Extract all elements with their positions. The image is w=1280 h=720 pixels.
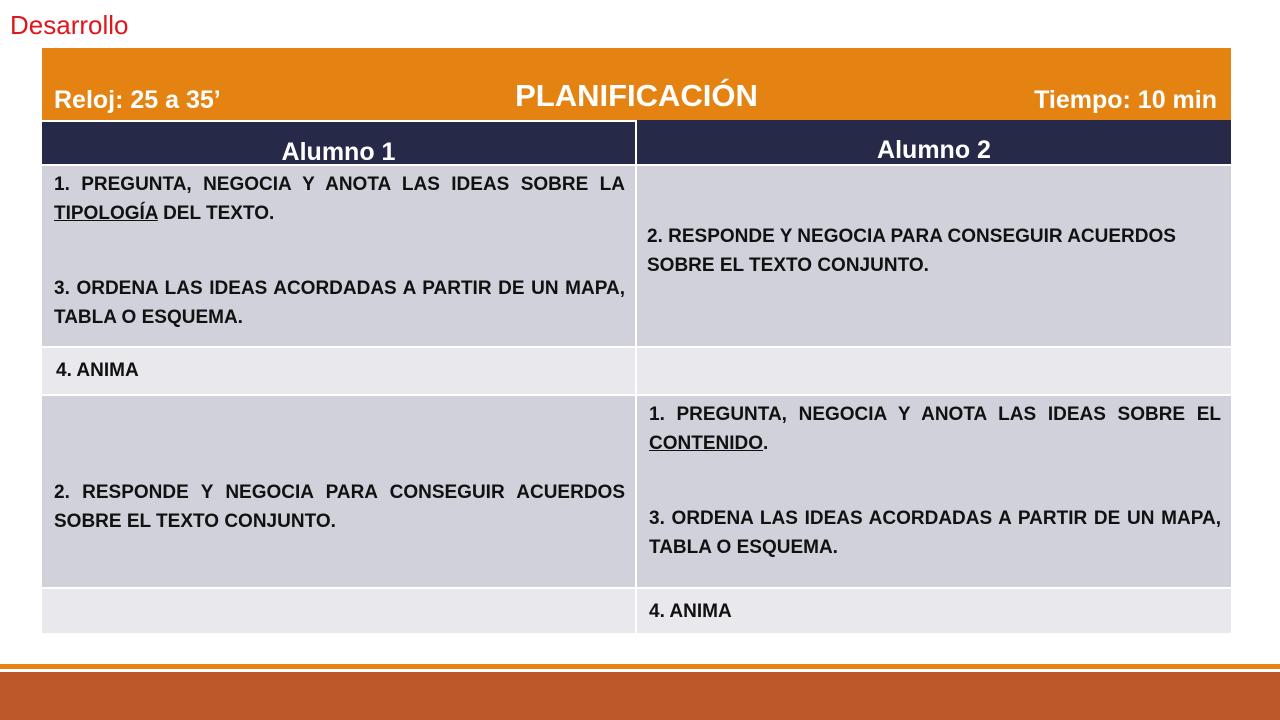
task-text: DEL TEXTO. bbox=[157, 203, 275, 224]
slide-title: Desarrollo bbox=[10, 10, 129, 40]
task-text: . bbox=[763, 433, 769, 454]
header-band bbox=[42, 48, 1231, 120]
column-header-alumno-1: Alumno 1 bbox=[42, 120, 637, 166]
table-cell bbox=[42, 166, 637, 348]
task-keyword: CONTENIDO bbox=[649, 433, 763, 454]
task-item bbox=[54, 170, 625, 228]
task-item bbox=[649, 400, 1221, 458]
table-cell: 4. ANIMA bbox=[637, 589, 1231, 635]
table-row bbox=[42, 166, 1231, 348]
table-cell bbox=[42, 396, 637, 589]
table-cell bbox=[42, 589, 637, 635]
task-text: 1. PREGUNTA, NEGOCIA Y ANOTA LAS IDEAS SOBRE EL bbox=[649, 404, 1221, 425]
table-cell: 4. ANIMA bbox=[42, 348, 637, 396]
clock-label: Reloj: 25 a 35’ bbox=[54, 86, 221, 114]
table-cell bbox=[637, 348, 1231, 396]
time-label: Tiempo: 10 min bbox=[1034, 86, 1217, 114]
planning-table bbox=[42, 120, 1231, 635]
table-row bbox=[42, 589, 1231, 635]
column-header-alumno-2: Alumno 2 bbox=[637, 120, 1231, 166]
header-title: PLANIFICACIÓN bbox=[515, 78, 758, 113]
table-cell bbox=[637, 166, 1231, 348]
table-cell bbox=[637, 396, 1231, 589]
task-item: 3. ORDENA LAS IDEAS ACORDADAS A PARTIR DE UN MAPA, TABLA O ESQUEMA. bbox=[54, 278, 625, 328]
table-row bbox=[42, 396, 1231, 589]
table-row bbox=[42, 348, 1231, 396]
footer-accent-line bbox=[0, 664, 1280, 669]
table-header-row bbox=[42, 120, 1231, 166]
footer-band bbox=[0, 672, 1280, 720]
task-item: 2. RESPONDE Y NEGOCIA PARA CONSEGUIR ACUERDOS SOBRE EL TEXTO CONJUNTO. bbox=[54, 482, 625, 532]
task-item: 3. ORDENA LAS IDEAS ACORDADAS A PARTIR DE UN MAPA, TABLA O ESQUEMA. bbox=[649, 508, 1221, 558]
task-keyword: TIPOLOGÍA bbox=[54, 203, 158, 224]
task-text: 1. PREGUNTA, NEGOCIA Y ANOTA LAS IDEAS SOBRE LA bbox=[54, 174, 625, 195]
task-item: 2. RESPONDE Y NEGOCIA PARA CONSEGUIR ACUERDOS SOBRE EL TEXTO CONJUNTO. bbox=[647, 226, 1176, 276]
